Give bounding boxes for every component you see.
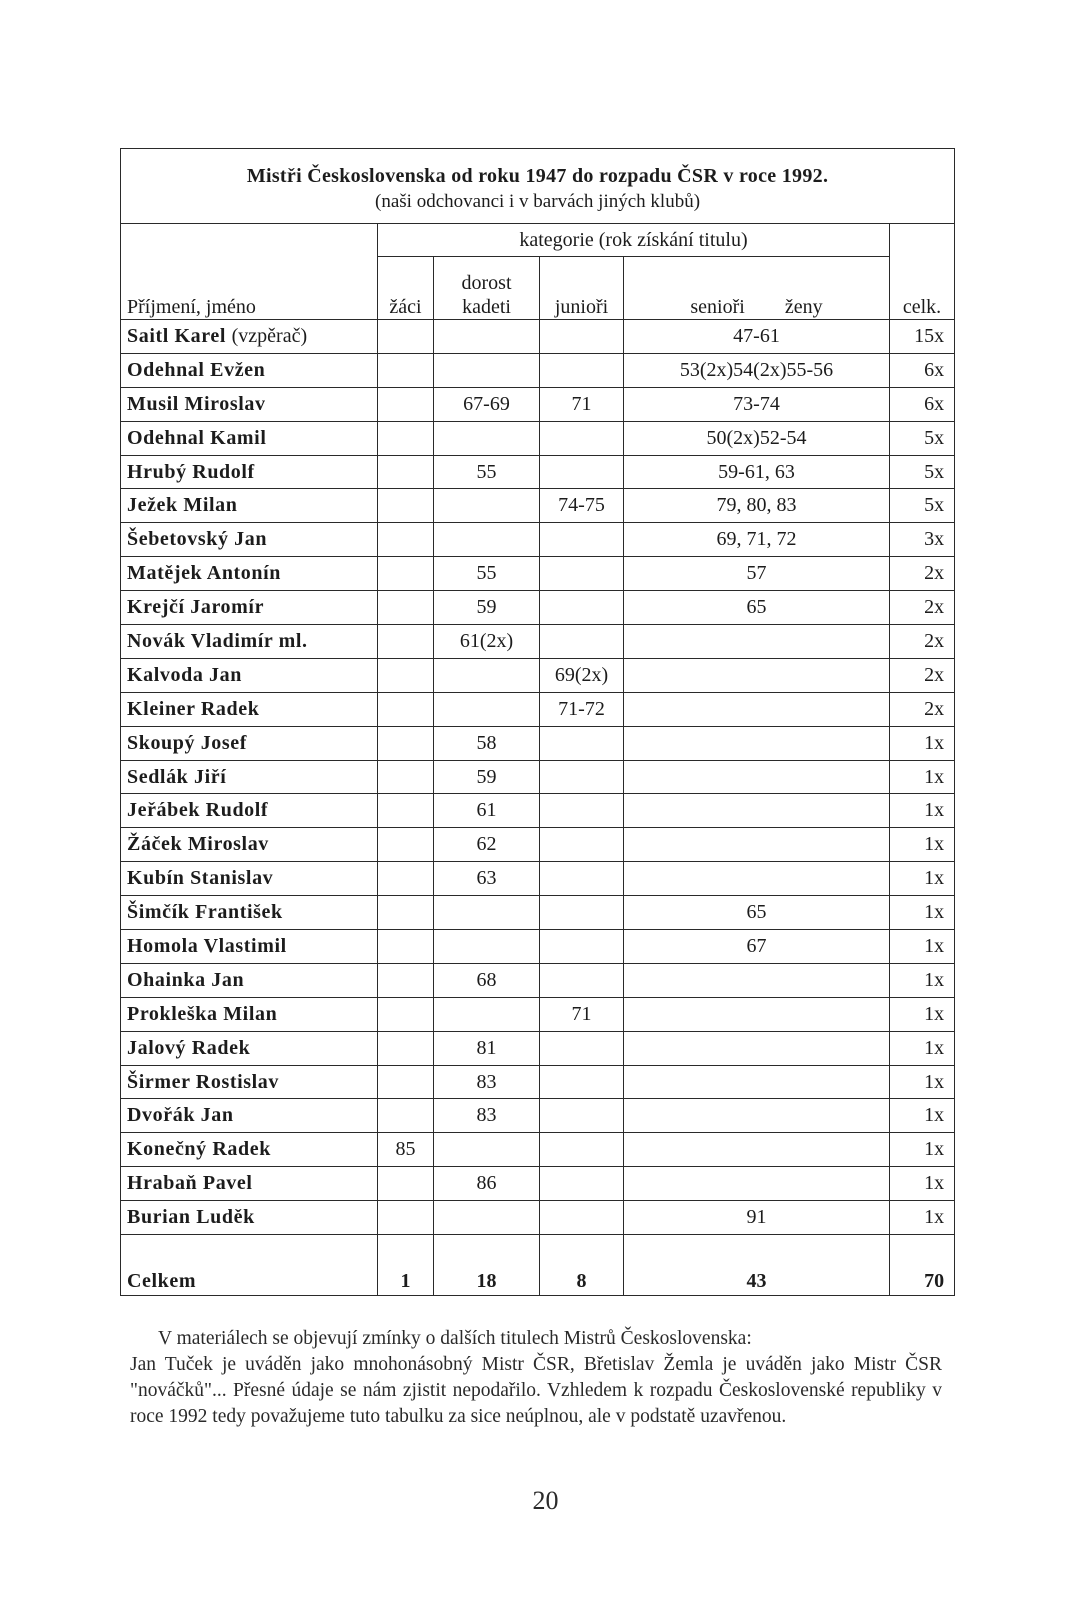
cell-seniori bbox=[624, 997, 890, 1031]
table-row bbox=[121, 320, 955, 354]
cell-zaci bbox=[378, 625, 434, 659]
column-header-dorost-label: dorost bbox=[461, 272, 512, 294]
cell-zaci bbox=[378, 591, 434, 625]
footnote-line-1: V materiálech se objevují zmínky o dalších titulech Mistrů Československa: bbox=[158, 1328, 752, 1349]
cell-juniori bbox=[540, 896, 624, 930]
cell-celk: 5x bbox=[890, 421, 955, 455]
cell-juniori bbox=[540, 1201, 624, 1235]
cell-seniori: 73-74 bbox=[624, 387, 890, 421]
cell-celk: 1x bbox=[890, 862, 955, 896]
cell-celk: 5x bbox=[890, 455, 955, 489]
cell-kadeti: 86 bbox=[434, 1167, 540, 1201]
cell-name bbox=[121, 760, 378, 794]
table-row bbox=[121, 1133, 955, 1167]
athlete-name: Jalový Radek bbox=[127, 1036, 251, 1059]
cell-kadeti: 68 bbox=[434, 963, 540, 997]
cell-juniori bbox=[540, 421, 624, 455]
cell-name bbox=[121, 455, 378, 489]
athlete-name: Kalvoda Jan bbox=[127, 663, 242, 686]
cell-celk: 2x bbox=[890, 591, 955, 625]
cell-juniori bbox=[540, 557, 624, 591]
cell-kadeti: 81 bbox=[434, 1031, 540, 1065]
cell-celk: 1x bbox=[890, 1133, 955, 1167]
column-header-zeny-label: ženy bbox=[784, 296, 823, 318]
athlete-name: Novák Vladimír ml. bbox=[127, 629, 308, 652]
cell-juniori bbox=[540, 862, 624, 896]
athlete-name: Homola Vlastimil bbox=[127, 934, 287, 957]
athlete-name: Dvořák Jan bbox=[127, 1104, 234, 1127]
cell-zaci bbox=[378, 930, 434, 964]
cell-seniori: 53(2x)54(2x)55-56 bbox=[624, 353, 890, 387]
cell-zaci bbox=[378, 421, 434, 455]
cell-zaci bbox=[378, 658, 434, 692]
cell-kadeti: 59 bbox=[434, 760, 540, 794]
athlete-name: Žáček Miroslav bbox=[127, 833, 269, 856]
table-row bbox=[121, 489, 955, 523]
cell-zaci: 85 bbox=[378, 1133, 434, 1167]
cell-seniori: 79, 80, 83 bbox=[624, 489, 890, 523]
cell-seniori: 91 bbox=[624, 1201, 890, 1235]
cell-juniori bbox=[540, 963, 624, 997]
cell-name bbox=[121, 794, 378, 828]
cell-zaci bbox=[378, 997, 434, 1031]
athlete-name: Sedlák Jiří bbox=[127, 765, 227, 788]
table-row bbox=[121, 896, 955, 930]
cell-kadeti bbox=[434, 692, 540, 726]
cell-kadeti bbox=[434, 523, 540, 557]
footnote-rest: Jan Tuček je uváděn jako mnohonásobný Mistr ČSR, Břetislav Žemla je uváděn jako Mistr ČSR "nováčků"... Přesné údaje se nám zjistit nepodařilo. Vzhledem k rozpadu Československé republiky v roce 1992 tedy považujeme tuto tabulku za sice neúplnou, ale v podstatě uzavřenou. bbox=[130, 1354, 942, 1427]
table-row bbox=[121, 726, 955, 760]
cell-seniori: 57 bbox=[624, 557, 890, 591]
cell-name bbox=[121, 1031, 378, 1065]
table-row bbox=[121, 1099, 955, 1133]
cell-zaci bbox=[378, 726, 434, 760]
athlete-name: Matějek Antonín bbox=[127, 562, 281, 585]
cell-celk: 2x bbox=[890, 557, 955, 591]
cell-kadeti: 58 bbox=[434, 726, 540, 760]
column-header-zaci: žáci bbox=[378, 257, 434, 320]
athlete-note: (vzpěrač) bbox=[231, 324, 308, 347]
cell-celk: 1x bbox=[890, 1201, 955, 1235]
cell-juniori: 71-72 bbox=[540, 692, 624, 726]
cell-seniori bbox=[624, 1031, 890, 1065]
athlete-name: Krejčí Jaromír bbox=[127, 596, 265, 619]
cell-name bbox=[121, 896, 378, 930]
cell-celk: 3x bbox=[890, 523, 955, 557]
cell-zaci bbox=[378, 1099, 434, 1133]
table-row bbox=[121, 1065, 955, 1099]
cell-juniori bbox=[540, 1031, 624, 1065]
cell-zaci bbox=[378, 692, 434, 726]
cell-seniori bbox=[624, 726, 890, 760]
cell-kadeti: 83 bbox=[434, 1065, 540, 1099]
cell-seniori bbox=[624, 1167, 890, 1201]
cell-zaci bbox=[378, 353, 434, 387]
cell-zaci bbox=[378, 320, 434, 354]
athlete-name: Odehnal Evžen bbox=[127, 358, 266, 381]
cell-seniori bbox=[624, 794, 890, 828]
cell-juniori bbox=[540, 828, 624, 862]
cell-seniori bbox=[624, 828, 890, 862]
cell-celk: 1x bbox=[890, 997, 955, 1031]
cell-celk: 1x bbox=[890, 1065, 955, 1099]
cell-seniori: 69, 71, 72 bbox=[624, 523, 890, 557]
cell-kadeti bbox=[434, 1201, 540, 1235]
cell-seniori: 67 bbox=[624, 930, 890, 964]
cell-seniori bbox=[624, 760, 890, 794]
cell-name bbox=[121, 963, 378, 997]
cell-kadeti: 55 bbox=[434, 455, 540, 489]
cell-name bbox=[121, 658, 378, 692]
table-title-row bbox=[121, 149, 955, 224]
cell-juniori bbox=[540, 760, 624, 794]
cell-seniori: 47-61 bbox=[624, 320, 890, 354]
cell-name bbox=[121, 591, 378, 625]
cell-celk: 1x bbox=[890, 963, 955, 997]
cell-seniori: 65 bbox=[624, 591, 890, 625]
cell-celk: 15x bbox=[890, 320, 955, 354]
cell-juniori bbox=[540, 1099, 624, 1133]
cell-name bbox=[121, 1167, 378, 1201]
cell-juniori bbox=[540, 794, 624, 828]
cell-name bbox=[121, 320, 378, 354]
athlete-name: Saitl Karel bbox=[127, 324, 227, 347]
header-spacer bbox=[121, 224, 378, 257]
cell-kadeti bbox=[434, 896, 540, 930]
cell-name bbox=[121, 692, 378, 726]
table-row bbox=[121, 523, 955, 557]
cell-celk: 2x bbox=[890, 692, 955, 726]
table-row bbox=[121, 1201, 955, 1235]
cell-name bbox=[121, 1099, 378, 1133]
cell-zaci bbox=[378, 896, 434, 930]
cell-zaci bbox=[378, 1065, 434, 1099]
athlete-name: Širmer Rostislav bbox=[127, 1070, 279, 1093]
cell-zaci bbox=[378, 1201, 434, 1235]
athlete-name: Prokleška Milan bbox=[127, 1002, 278, 1025]
total-cell-seniori: 43 bbox=[624, 1235, 890, 1296]
table-row bbox=[121, 692, 955, 726]
cell-juniori bbox=[540, 523, 624, 557]
cell-juniori bbox=[540, 1133, 624, 1167]
cell-kadeti bbox=[434, 489, 540, 523]
table-row bbox=[121, 760, 955, 794]
cell-celk: 2x bbox=[890, 658, 955, 692]
cell-juniori bbox=[540, 591, 624, 625]
cell-celk: 1x bbox=[890, 828, 955, 862]
cell-kadeti bbox=[434, 1133, 540, 1167]
cell-name bbox=[121, 1065, 378, 1099]
cell-kadeti: 83 bbox=[434, 1099, 540, 1133]
cell-kadeti bbox=[434, 320, 540, 354]
cell-celk: 1x bbox=[890, 896, 955, 930]
table-row bbox=[121, 387, 955, 421]
footnote-paragraph bbox=[130, 1326, 942, 1430]
cell-name bbox=[121, 421, 378, 455]
table-row bbox=[121, 353, 955, 387]
total-cell-zaci: 1 bbox=[378, 1235, 434, 1296]
athlete-name: Ježek Milan bbox=[127, 494, 238, 517]
cell-juniori bbox=[540, 455, 624, 489]
cell-juniori bbox=[540, 930, 624, 964]
total-row bbox=[121, 1235, 955, 1296]
total-cell-name: Celkem bbox=[121, 1235, 378, 1296]
table-row bbox=[121, 455, 955, 489]
athlete-name: Odehnal Kamil bbox=[127, 426, 267, 449]
table-row bbox=[121, 862, 955, 896]
total-cell-celk: 70 bbox=[890, 1235, 955, 1296]
cell-juniori: 74-75 bbox=[540, 489, 624, 523]
cell-seniori bbox=[624, 658, 890, 692]
cell-celk: 2x bbox=[890, 625, 955, 659]
cell-celk: 5x bbox=[890, 489, 955, 523]
column-header-kadeti-label: kadeti bbox=[462, 296, 511, 318]
total-cell-kadeti: 18 bbox=[434, 1235, 540, 1296]
column-header-kadeti bbox=[434, 257, 540, 320]
cell-celk: 1x bbox=[890, 1099, 955, 1133]
cell-juniori bbox=[540, 625, 624, 659]
cell-zaci bbox=[378, 963, 434, 997]
cell-kadeti: 61 bbox=[434, 794, 540, 828]
column-header-celk: celk. bbox=[890, 257, 955, 320]
cell-name bbox=[121, 557, 378, 591]
athlete-name: Musil Miroslav bbox=[127, 392, 266, 415]
cell-kadeti: 55 bbox=[434, 557, 540, 591]
cell-seniori: 65 bbox=[624, 896, 890, 930]
cell-name bbox=[121, 1133, 378, 1167]
cell-seniori bbox=[624, 963, 890, 997]
category-header: kategorie (rok získání titulu) bbox=[378, 224, 890, 257]
cell-name bbox=[121, 997, 378, 1031]
cell-kadeti bbox=[434, 997, 540, 1031]
table-row bbox=[121, 421, 955, 455]
cell-zaci bbox=[378, 794, 434, 828]
cell-name bbox=[121, 625, 378, 659]
cell-juniori bbox=[540, 320, 624, 354]
cell-zaci bbox=[378, 828, 434, 862]
cell-seniori bbox=[624, 692, 890, 726]
table-row bbox=[121, 1031, 955, 1065]
table-title: Mistři Československa od roku 1947 do rozpadu ČSR v roce 1992. bbox=[246, 165, 829, 187]
athlete-name: Hrabaň Pavel bbox=[127, 1172, 253, 1195]
table-row bbox=[121, 658, 955, 692]
cell-seniori bbox=[624, 1099, 890, 1133]
athlete-name: Ohainka Jan bbox=[127, 968, 245, 991]
header-spacer-right bbox=[890, 224, 955, 257]
cell-kadeti: 61(2x) bbox=[434, 625, 540, 659]
cell-seniori bbox=[624, 1133, 890, 1167]
cell-zaci bbox=[378, 455, 434, 489]
cell-celk: 1x bbox=[890, 1031, 955, 1065]
cell-zaci bbox=[378, 387, 434, 421]
cell-kadeti: 63 bbox=[434, 862, 540, 896]
column-header-juniori: junioři bbox=[540, 257, 624, 320]
cell-name bbox=[121, 828, 378, 862]
cell-name bbox=[121, 726, 378, 760]
cell-name bbox=[121, 1201, 378, 1235]
cell-celk: 1x bbox=[890, 794, 955, 828]
athlete-name: Skoupý Josef bbox=[127, 731, 248, 754]
cell-juniori: 69(2x) bbox=[540, 658, 624, 692]
athlete-name: Konečný Radek bbox=[127, 1138, 271, 1161]
table-row bbox=[121, 557, 955, 591]
cell-zaci bbox=[378, 489, 434, 523]
cell-juniori bbox=[540, 1167, 624, 1201]
cell-celk: 1x bbox=[890, 726, 955, 760]
cell-zaci bbox=[378, 1031, 434, 1065]
athlete-name: Jeřábek Rudolf bbox=[127, 799, 269, 822]
column-header-name: Příjmení, jméno bbox=[121, 257, 378, 320]
cell-zaci bbox=[378, 523, 434, 557]
cell-kadeti: 62 bbox=[434, 828, 540, 862]
athlete-name: Hrubý Rudolf bbox=[127, 460, 255, 483]
cell-name bbox=[121, 930, 378, 964]
cell-celk: 6x bbox=[890, 387, 955, 421]
table-row bbox=[121, 930, 955, 964]
page-number: 20 bbox=[532, 1486, 559, 1515]
athlete-name: Šimčík František bbox=[127, 901, 283, 924]
athlete-name: Kubín Stanislav bbox=[127, 867, 274, 890]
cell-kadeti bbox=[434, 421, 540, 455]
cell-celk: 1x bbox=[890, 1167, 955, 1201]
cell-juniori: 71 bbox=[540, 997, 624, 1031]
cell-name bbox=[121, 387, 378, 421]
cell-celk: 1x bbox=[890, 760, 955, 794]
cell-celk: 1x bbox=[890, 930, 955, 964]
cell-seniori: 50(2x)52-54 bbox=[624, 421, 890, 455]
table-row bbox=[121, 591, 955, 625]
column-header-row bbox=[121, 257, 955, 320]
cell-seniori bbox=[624, 1065, 890, 1099]
cell-name bbox=[121, 353, 378, 387]
cell-seniori bbox=[624, 625, 890, 659]
table-row bbox=[121, 794, 955, 828]
table-title-cell bbox=[121, 149, 955, 224]
table-subtitle: (naši odchovanci i v barvách jiných klubů) bbox=[375, 191, 701, 212]
cell-zaci bbox=[378, 557, 434, 591]
table-row bbox=[121, 963, 955, 997]
cell-juniori bbox=[540, 353, 624, 387]
cell-name bbox=[121, 489, 378, 523]
cell-seniori: 59-61, 63 bbox=[624, 455, 890, 489]
cell-kadeti bbox=[434, 930, 540, 964]
column-header-seniori-label: senioři bbox=[690, 296, 745, 318]
athlete-name: Kleiner Radek bbox=[127, 697, 260, 720]
cell-zaci bbox=[378, 862, 434, 896]
cell-kadeti: 67-69 bbox=[434, 387, 540, 421]
column-header-seniori-zeny bbox=[624, 257, 890, 320]
cell-juniori bbox=[540, 1065, 624, 1099]
cell-zaci bbox=[378, 760, 434, 794]
cell-juniori: 71 bbox=[540, 387, 624, 421]
table-row bbox=[121, 1167, 955, 1201]
total-cell-juniori: 8 bbox=[540, 1235, 624, 1296]
athlete-name: Šebetovský Jan bbox=[127, 528, 268, 551]
table-row bbox=[121, 997, 955, 1031]
cell-name bbox=[121, 523, 378, 557]
cell-kadeti: 59 bbox=[434, 591, 540, 625]
cell-kadeti bbox=[434, 658, 540, 692]
table-row bbox=[121, 625, 955, 659]
cell-juniori bbox=[540, 726, 624, 760]
cell-name bbox=[121, 862, 378, 896]
category-header-row bbox=[121, 224, 955, 257]
table-row bbox=[121, 828, 955, 862]
cell-seniori bbox=[624, 862, 890, 896]
cell-kadeti bbox=[434, 353, 540, 387]
cell-celk: 6x bbox=[890, 353, 955, 387]
athlete-name: Burian Luděk bbox=[127, 1206, 255, 1229]
cell-zaci bbox=[378, 1167, 434, 1201]
champions-table bbox=[120, 148, 955, 1296]
